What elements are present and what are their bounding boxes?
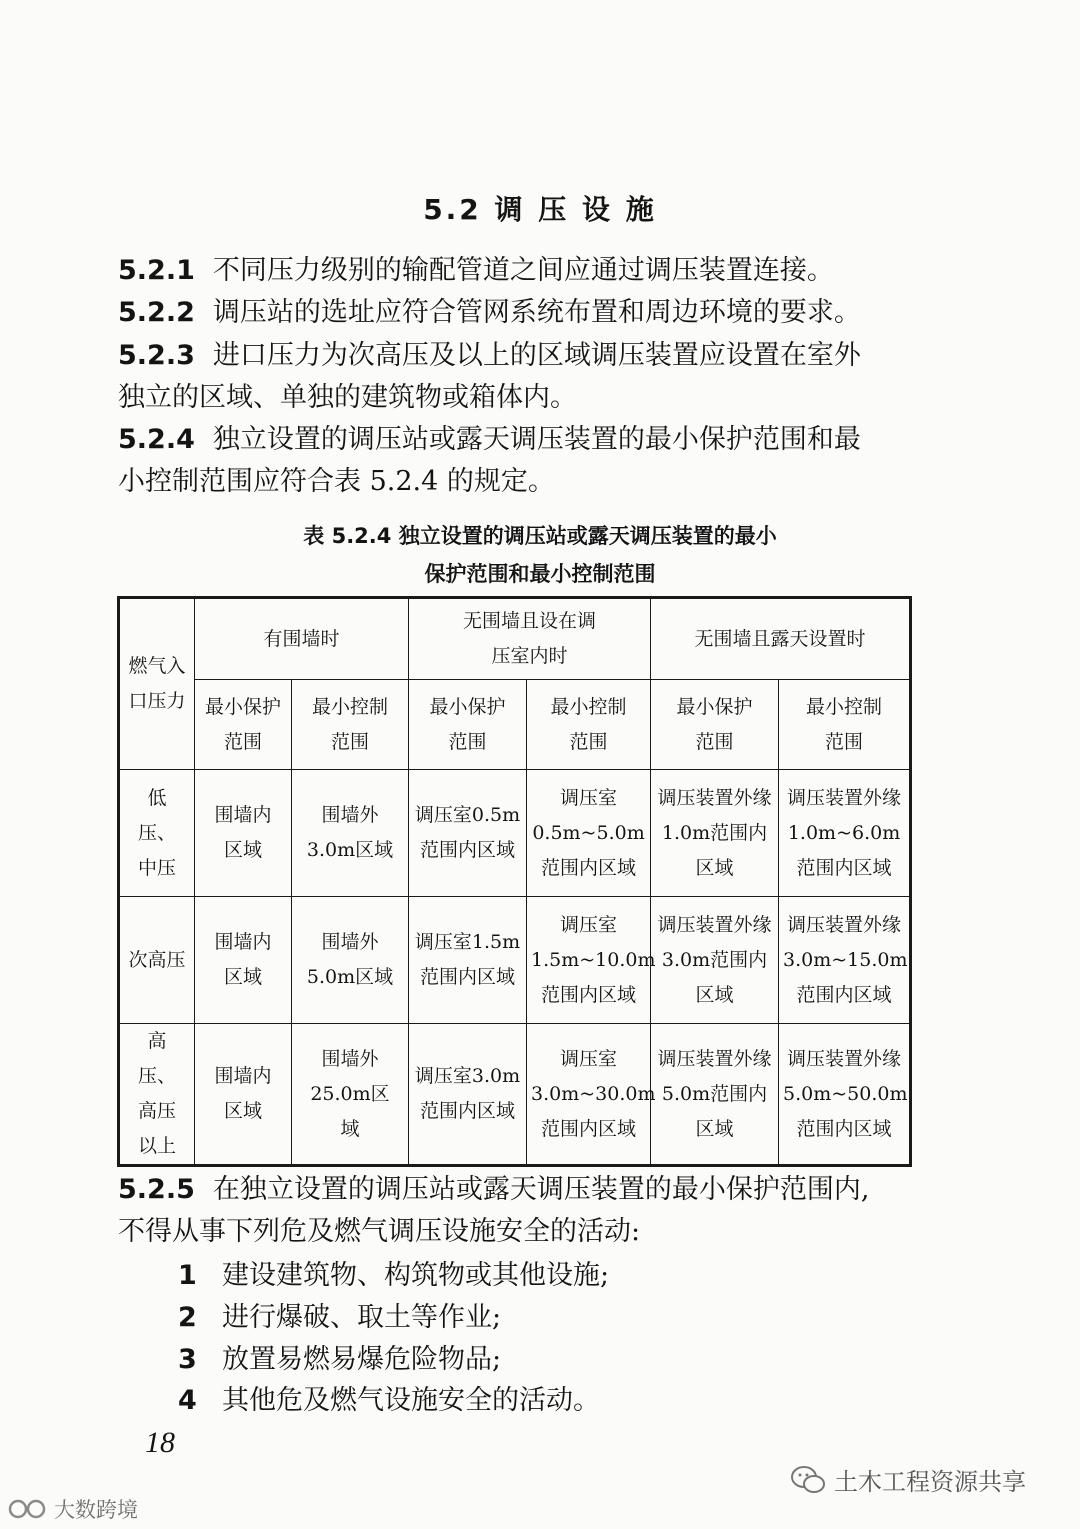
table-row	[119, 1024, 911, 1166]
table-cell: 调压装置外缘3.0m~15.0m范围内区域	[779, 897, 911, 1024]
table-cell: 调压室3.0m范围内区域	[409, 1024, 527, 1166]
section-title: 5.2 调 压 设 施	[423, 193, 657, 226]
table-cell: 调压装置外缘5.0m范围内区域	[651, 1024, 779, 1166]
clause-5-2-4-continuation: 小控制范围应符合表 5.2.4 的规定。	[118, 466, 555, 497]
group-header: 无围墙且设在调压室内时	[409, 598, 651, 680]
table-cell: 围墙外25.0m区域	[292, 1024, 409, 1166]
table-cell: 调压装置外缘1.0m范围内区域	[651, 770, 779, 897]
clause-text: 调压站的选址应符合管网系统布置和周边环境的要求。	[212, 297, 861, 328]
sub-header: 最小控制范围	[779, 680, 911, 770]
list-item	[178, 1381, 600, 1421]
table-cell: 调压室0.5m范围内区域	[409, 770, 527, 897]
clause-text: 不同压力级别的输配管道之间应通过调压装置连接。	[212, 255, 834, 286]
sub-header: 最小保护范围	[651, 680, 779, 770]
clause-5-2-5-continuation: 不得从事下列危及燃气调压设施安全的活动:	[118, 1216, 641, 1247]
watermark-right	[790, 1462, 1026, 1497]
list-text: 建设建筑物、构筑物或其他设施;	[222, 1260, 610, 1291]
sub-header: 最小控制范围	[527, 680, 651, 770]
protection-range-table	[117, 596, 912, 1167]
chat-bubble-icon	[790, 1465, 826, 1495]
group-header: 无围墙且露天设置时	[651, 598, 911, 680]
list-item	[178, 1256, 609, 1296]
clause-number: 5.2.3	[118, 340, 195, 371]
table-row	[119, 770, 911, 897]
list-item	[178, 1340, 501, 1380]
table-cell: 围墙内区域	[195, 897, 292, 1024]
sub-header: 最小保护范围	[195, 680, 292, 770]
clause-number: 5.2.2	[118, 297, 195, 328]
list-item	[178, 1298, 501, 1338]
clause-5-2-1	[118, 251, 834, 291]
group-header: 有围墙时	[195, 598, 409, 680]
table-cell: 调压装置外缘3.0m范围内区域	[651, 897, 779, 1024]
table-caption-line2: 保护范围和最小控制范围	[424, 562, 656, 586]
table-cell: 调压室1.5m范围内区域	[409, 897, 527, 1024]
sub-header: 最小保护范围	[409, 680, 527, 770]
clause-text: 在独立设置的调压站或露天调压装置的最小保护范围内,	[212, 1174, 870, 1205]
row-header-cell: 燃气入口压力	[119, 598, 195, 770]
pressure-cell: 次高压	[119, 897, 195, 1024]
sub-header: 最小控制范围	[292, 680, 409, 770]
list-text: 放置易燃易爆危险物品;	[222, 1344, 502, 1375]
table-cell: 调压装置外缘1.0m~6.0m范围内区域	[779, 770, 911, 897]
clause-5-2-4	[118, 420, 861, 460]
clause-5-2-3	[118, 336, 861, 376]
clause-5-2-5	[118, 1170, 869, 1210]
clause-text: 独立设置的调压站或露天调压装置的最小保护范围和最	[212, 424, 861, 455]
watermark-text: 土木工程资源共享	[834, 1468, 1026, 1496]
page-number: 18	[145, 1426, 175, 1459]
table-caption-line1: 表 5.2.4 独立设置的调压站或露天调压装置的最小	[303, 524, 777, 548]
list-number: 2	[178, 1302, 197, 1333]
table-cell: 调压室1.5m~10.0m范围内区域	[527, 897, 651, 1024]
table-cell: 围墙外3.0m区域	[292, 770, 409, 897]
clause-number: 5.2.5	[118, 1174, 195, 1205]
clause-5-2-3-continuation: 独立的区域、单独的建筑物或箱体内。	[118, 382, 577, 413]
table-cell: 调压装置外缘5.0m~50.0m范围内区域	[779, 1024, 911, 1166]
clause-text: 进口压力为次高压及以上的区域调压装置应设置在室外	[212, 340, 861, 371]
watermark-logo-icon	[8, 1497, 50, 1521]
clause-number: 5.2.4	[118, 424, 195, 455]
watermark-left	[8, 1494, 138, 1524]
table-cell: 围墙外5.0m区域	[292, 897, 409, 1024]
table-cell: 围墙内区域	[195, 1024, 292, 1166]
table-cell: 调压室0.5m~5.0m范围内区域	[527, 770, 651, 897]
watermark-text: 大数跨境	[54, 1498, 138, 1522]
table-cell: 围墙内区域	[195, 770, 292, 897]
pressure-cell: 高压、高压以上	[119, 1024, 195, 1166]
pressure-cell: 低压、中压	[119, 770, 195, 897]
table-row	[119, 897, 911, 1024]
list-text: 进行爆破、取土等作业;	[222, 1302, 502, 1333]
list-number: 3	[178, 1344, 197, 1375]
clause-number: 5.2.1	[118, 255, 195, 286]
list-number: 4	[178, 1385, 197, 1416]
list-number: 1	[178, 1260, 197, 1291]
table-cell: 调压室3.0m~30.0m范围内区域	[527, 1024, 651, 1166]
list-text: 其他危及燃气设施安全的活动。	[222, 1385, 600, 1416]
clause-5-2-2	[118, 293, 861, 333]
